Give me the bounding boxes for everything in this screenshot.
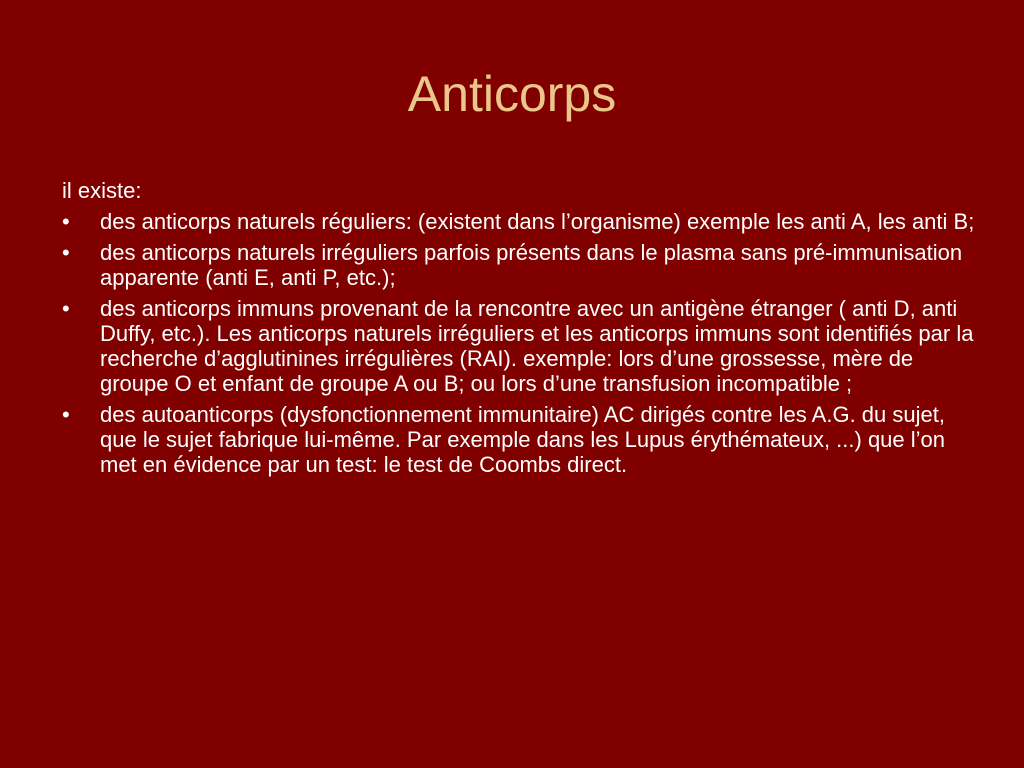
bullet-text: des anticorps naturels irréguliers parfois présents dans le plasma sans pré-immunisation apparente (anti E, anti P, etc.);	[100, 240, 963, 290]
slide-content	[62, 178, 982, 483]
slide-title: Anticorps	[407, 66, 617, 122]
bullet-icon: •	[62, 402, 70, 427]
intro-text: il existe:	[62, 178, 142, 203]
bullet-text: des anticorps naturels réguliers: (existent dans l’organisme) exemple les anti A, les anti B;	[100, 209, 975, 234]
bullet-item-naturels-reguliers	[62, 209, 982, 234]
bullet-icon: •	[62, 240, 70, 265]
bullet-list	[62, 209, 982, 477]
bullet-icon: •	[62, 296, 70, 321]
bullet-icon: •	[62, 209, 70, 234]
bullet-item-immuns	[62, 296, 982, 396]
bullet-text: des anticorps immuns provenant de la rencontre avec un antigène étranger ( anti D, anti Duffy, etc.). Les anticorps naturels irréguliers et les anticorps immuns sont identifiés par la recherche d’agglutinines irrégulières (RAI). exemple: lors d’une grossesse, mère de groupe O et enfant de groupe A ou B; ou lors d’une transfusion incompatible ;	[100, 296, 974, 396]
bullet-text: des autoanticorps (dysfonctionnement immunitaire) AC dirigés contre les A.G. du sujet, que le sujet fabrique lui-même. Par exemple dans les Lupus érythémateux, ...) que l’on met en évidence par un test: le test de Coombs direct.	[100, 402, 946, 477]
bullet-item-autoanticorps	[62, 402, 982, 477]
bullet-item-naturels-irreguliers	[62, 240, 982, 290]
